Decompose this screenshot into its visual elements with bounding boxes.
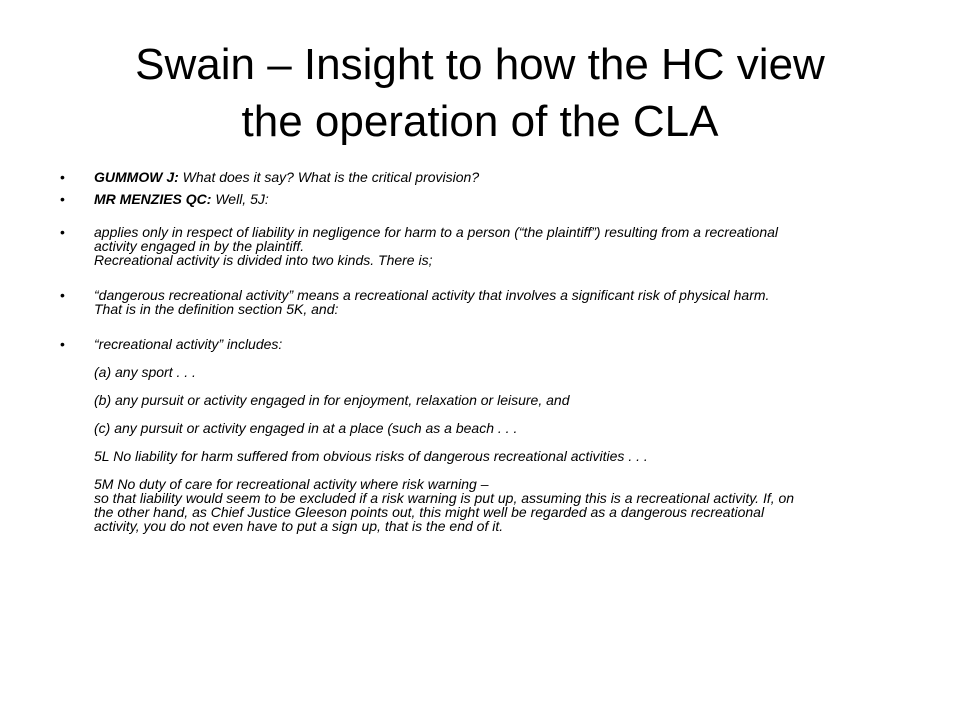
bullet-item-gummow	[60, 170, 880, 184]
slide-title-line-2: the operation of the CLA	[241, 97, 719, 146]
slide-title	[40, 36, 920, 150]
slide-title-line-1: Swain – Insight to how the HC view	[135, 40, 825, 89]
bullet-marker: •	[60, 191, 65, 207]
bullet-item-applies	[60, 225, 880, 267]
bullet-line: activity, you do not even have to put a sign up, that is the end of it.	[94, 518, 504, 534]
bullet-item-menzies	[60, 192, 880, 206]
speaker-name: MR MENZIES QC:	[94, 191, 212, 207]
bullet-line: (b) any pursuit or activity engaged in for enjoyment, relaxation or leisure, and	[94, 392, 570, 408]
bullet-line: so that liability would seem to be excluded if a risk warning is put up, assuming this is a recreational activity. If, on	[94, 490, 795, 506]
bullet-line: activity engaged in by the plaintiff.	[94, 238, 305, 254]
bullet-line: 5M No duty of care for recreational activity where risk warning –	[94, 476, 489, 492]
speaker-quote: What does it say? What is the critical provision?	[178, 169, 480, 185]
bullet-line: “dangerous recreational activity” means a recreational activity that involves a significant risk of physical harm.	[94, 287, 770, 303]
bullet-line: (c) any pursuit or activity engaged in at a place (such as a beach . . .	[94, 420, 518, 436]
speaker-quote: Well, 5J:	[211, 191, 269, 207]
bullet-line: applies only in respect of liability in negligence for harm to a person (“the plaintiff”) resulting from a recreational	[94, 224, 779, 240]
bullet-line: the other hand, as Chief Justice Gleeson points out, this might well be regarded as a dangerous recreational	[94, 504, 765, 520]
bullet-marker: •	[60, 287, 65, 303]
bullet-line: 5L No liability for harm suffered from obvious risks of dangerous recreational activities . . .	[94, 448, 648, 464]
bullet-line: “recreational activity” includes:	[94, 336, 283, 352]
bullet-text	[94, 192, 880, 206]
bullet-text	[94, 170, 880, 184]
bullet-item-recreational-definition	[60, 337, 880, 533]
bullet-marker: •	[60, 169, 65, 185]
bullet-marker: •	[60, 336, 65, 352]
bullet-line: Recreational activity is divided into two kinds. There is;	[94, 252, 433, 268]
speaker-name: GUMMOW J:	[94, 169, 179, 185]
bullet-line: (a) any sport . . .	[94, 364, 196, 380]
bullet-marker: •	[60, 224, 65, 240]
slide-body	[60, 170, 880, 533]
bullet-item-dangerous-definition	[60, 288, 880, 316]
bullet-line: That is in the definition section 5K, and:	[94, 301, 339, 317]
